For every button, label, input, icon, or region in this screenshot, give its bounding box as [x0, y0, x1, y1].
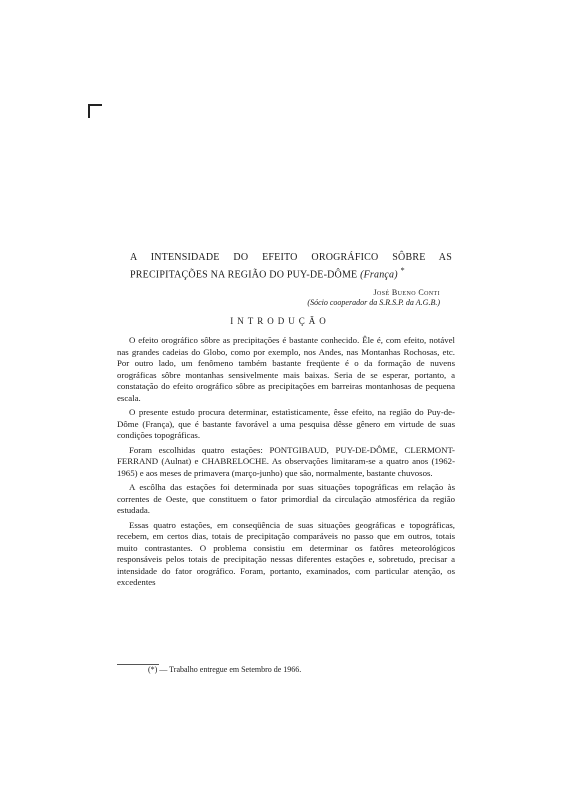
- paragraph: O efeito orográfico sôbre as precipitações é bastante conhecido. Êle é, com efeito, notável nas grandes cadeias do Globo, como por exemplo, nos Andes, nas Montanhas Rochosas, etc. Por outro lado, um fenômeno também bastante freqüente é o da formação de nuvens orográficas sôbre montanhas sensivelmente mais baixas. Seria de se esperar, portanto, a constatação do efeito orográfico sôbre as precipitações em barreiras montanhosas de pequena escala.: [117, 335, 455, 403]
- article-title-country: (França): [360, 269, 398, 281]
- paragraph: Essas quatro estações, em conseqüência de suas situações geográficas e topográficas, recebem, em certos dias, totais de precipitação comparáveis no passo que em outros, totais muito contrastantes. O problema consistiu em determinar os fatôres meteorológicos responsáveis pelos totais de precipitação nessas diferentes estações e, sobretudo, precisar a intensidade do fator orográfico. Foram, portanto, examinados, com particular atenção, os excedentes: [117, 519, 455, 587]
- author-block: [250, 288, 440, 308]
- article-title: [130, 251, 452, 281]
- paragraph: Foram escolhidas quatro estações: PONTGIBAUD, PUY-DE-DÔME, CLERMONT-FERRAND (Aulnat) e CHABRELOCHE. As observações limitaram-se a quatro anos (1962-1965) e aos meses de primavera (março-junho) que são, normalmente, bastante chuvosos.: [117, 444, 455, 478]
- crop-corner-mark: [88, 104, 102, 118]
- footnote: (*) — Trabalho entregue em Setembro de 1966.: [148, 665, 302, 674]
- section-heading: INTRODUÇÃO: [230, 316, 330, 326]
- paragraph: O presente estudo procura determinar, estatìsticamente, êsse efeito, na região do Puy-de-Dôme (França), que é bastante favorável a uma pesquisa dêsse gênero em virtude de suas condições topográficas.: [117, 407, 455, 440]
- body-text: [117, 335, 455, 592]
- article-title-main: A INTENSIDADE DO EFEITO OROGRÁFICO SÔBRE AS PRECIPITAÇÕES NA REGIÃO DO PUY-DE-DÔME: [130, 252, 452, 281]
- paragraph: A escôlha das estações foi determinada por suas situações topográficas em relação às correntes de Oeste, que constituem o fator primordial da circulação atmosférica da região estudada.: [117, 482, 455, 515]
- author-name: José Bueno Conti: [373, 288, 440, 297]
- footnote-marker: *: [400, 266, 405, 275]
- author-affiliation: (Sócio cooperador da S.R.S.P. da A.G.B.): [307, 298, 440, 307]
